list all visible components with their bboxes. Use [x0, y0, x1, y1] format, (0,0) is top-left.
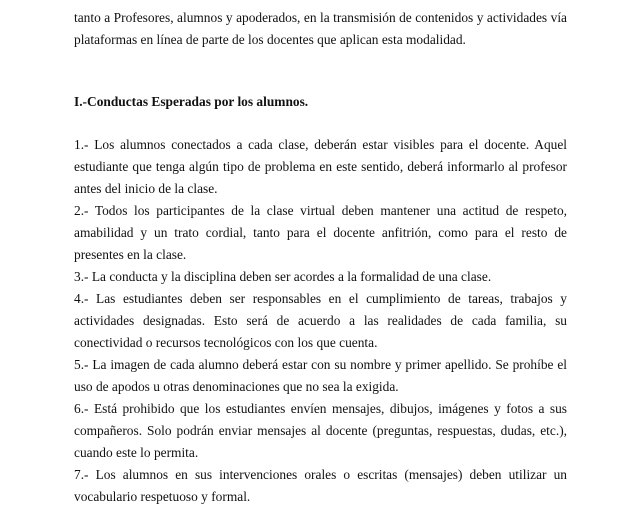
rule-item-7: 7.- Los alumnos en sus intervenciones orales o escritas (mensajes) deben utilizar un vocabulario respetuoso y formal. — [74, 467, 567, 504]
rules-list — [74, 134, 567, 508]
rule-item-6: 6.- Está prohibido que los estudiantes envíen mensajes, dibujos, imágenes y fotos a sus compañeros. Solo podrán enviar mensajes al docente (preguntas, respuestas, dudas, etc.), cuando este lo permita. — [74, 401, 567, 460]
rule-item-4: 4.- Las estudiantes deben ser responsables en el cumplimiento de tareas, trabajos y actividades designadas. Esto será de acuerdo a las realidades de cada familia, su conectividad o recursos tecnológicos con los que cuenta. — [74, 291, 567, 350]
rule-item-2: 2.- Todos los participantes de la clase virtual deben mantener una actitud de respeto, amabilidad y un trato cordial, tanto para el docente anfitrión, como para el resto de presentes en la clase. — [74, 203, 567, 262]
intro-paragraph: tanto a Profesores, alumnos y apoderados, en la transmisión de contenidos y actividades vía plataformas en línea de parte de los docentes que aplican esta modalidad. — [74, 10, 567, 47]
rule-item-3: 3.- La conducta y la disciplina deben ser acordes a la formalidad de una clase. — [74, 269, 492, 284]
rule-item-5: 5.- La imagen de cada alumno deberá estar con su nombre y primer apellido. Se prohíbe el uso de apodos u otras denominaciones que no sea la exigida. — [74, 357, 567, 394]
rule-item-1: 1.- Los alumnos conectados a cada clase, deberán estar visibles para el docente. Aquel estudiante que tenga algún tipo de problema en este sentido, deberá informarlo al profesor antes del inicio de la clase. — [74, 137, 567, 196]
section-heading: I.-Conductas Esperadas por los alumnos. — [74, 94, 309, 109]
